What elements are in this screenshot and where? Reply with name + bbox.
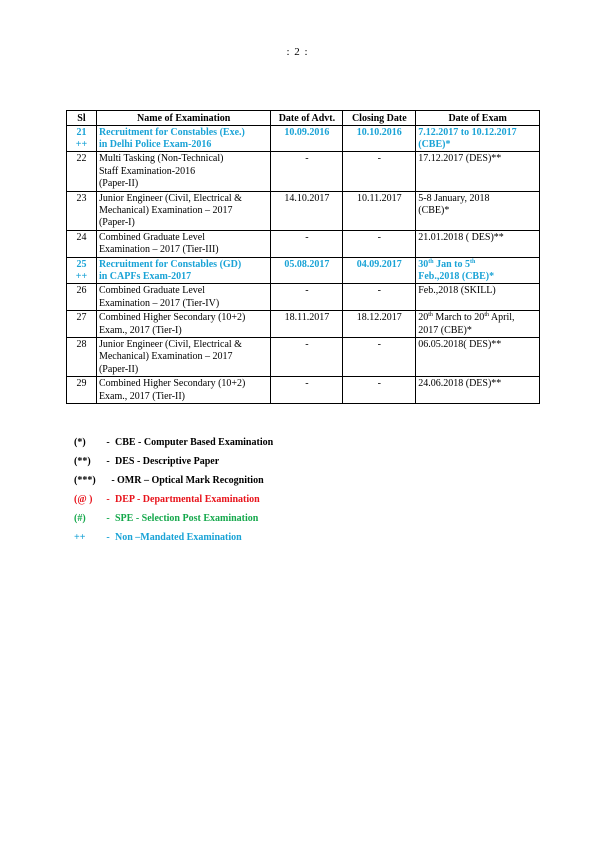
exam-date-text: Jan to 5: [433, 258, 470, 270]
non-mandated-mark: ++: [75, 138, 88, 150]
table-row: [67, 125, 540, 152]
exam-name-line: Exam., 2017 (Tier-I): [98, 324, 182, 336]
advt-date-cell: 18.11.2017: [271, 311, 343, 338]
legend-dash: -: [106, 532, 110, 543]
exam-name-line: Mechanical) Examination – 2017: [98, 351, 233, 363]
exam-date-cell: 21.01.2018 ( DES)**: [416, 230, 540, 257]
exam-date-line: Feb.,2018 (CBE)*: [418, 270, 495, 282]
exam-date-cell: 17.12.2017 (DES)**: [416, 152, 540, 191]
header-date-of-advt: Date of Advt.: [271, 111, 343, 126]
exam-date-cell: 24.06.2018 (DES)**: [416, 377, 540, 404]
exam-name-line: Multi Tasking (Non-Technical): [98, 153, 224, 165]
sl-cell: 26: [67, 284, 97, 311]
exam-name-line: Recruitment for Constables (Exe.): [98, 126, 245, 138]
table-row: [67, 257, 540, 284]
non-mandated-mark: ++: [75, 270, 88, 282]
legend-dash: -: [106, 513, 110, 524]
exam-name-line: (Paper-II): [98, 178, 139, 190]
header-name-of-examination: Name of Examination: [96, 111, 271, 126]
legend-symbol: (#): [74, 513, 86, 524]
exam-date-text: April,: [488, 312, 515, 324]
advt-date-cell: -: [271, 377, 343, 404]
legend-dash: -: [106, 456, 110, 467]
legend-item-dep: [74, 494, 273, 513]
sl-number: 25: [76, 258, 87, 270]
legend-item-omr: [74, 475, 273, 494]
legend-item-cbe: [74, 437, 273, 456]
sl-cell: 29: [67, 377, 97, 404]
legend-symbol: (@ ): [74, 494, 93, 505]
exam-name-line: Combined Graduate Level: [98, 231, 206, 243]
sl-cell: 23: [67, 191, 97, 230]
advt-date-cell: -: [271, 338, 343, 377]
legend-text: CBE - Computer Based Examination: [115, 437, 274, 448]
exam-date-line: (CBE)*: [418, 204, 450, 216]
exam-name-line: Junior Engineer (Civil, Electrical &: [98, 192, 242, 204]
legend-text: DEP - Departmental Examination: [115, 494, 260, 505]
exam-name-line: Combined Graduate Level: [98, 285, 206, 297]
sl-cell: 28: [67, 338, 97, 377]
exam-name-cell: [96, 230, 271, 257]
exam-date-line: 5-8 January, 2018: [418, 192, 490, 204]
exam-name-line: (Paper-II): [98, 363, 139, 375]
closing-date-cell: -: [343, 284, 416, 311]
exam-name-cell: [96, 257, 271, 284]
ordinal-suffix: th: [470, 258, 476, 265]
legend-text: SPE - Selection Post Examination: [115, 513, 259, 524]
exam-name-line: Combined Higher Secondary (10+2): [98, 312, 246, 324]
advt-date-cell: -: [271, 284, 343, 311]
exam-name-line: Exam., 2017 (Tier-II): [98, 390, 186, 402]
legend-item-non-mandated: [74, 532, 273, 551]
exam-name-line: Examination – 2017 (Tier-IV): [98, 297, 220, 309]
header-closing-date: Closing Date: [343, 111, 416, 126]
exam-name-line: Combined Higher Secondary (10+2): [98, 378, 246, 390]
exam-name-line: Staff Examination-2016: [98, 165, 196, 177]
closing-date-cell: 10.10.2016: [343, 125, 416, 152]
exam-name-cell: [96, 284, 271, 311]
advt-date-cell: -: [271, 152, 343, 191]
advt-date-cell: 14.10.2017: [271, 191, 343, 230]
exam-date-cell: [416, 125, 540, 152]
table-row: [67, 338, 540, 377]
legend-text: OMR – Optical Mark Recognition: [117, 475, 264, 486]
exam-name-cell: [96, 125, 271, 152]
legend-text: DES - Descriptive Paper: [115, 456, 220, 467]
table-row: [67, 152, 540, 191]
ordinal-suffix: th: [428, 312, 433, 319]
exam-date-cell: [416, 257, 540, 284]
legend-item-spe: [74, 513, 273, 532]
closing-date-cell: 10.11.2017: [343, 191, 416, 230]
sl-cell: [67, 125, 97, 152]
advt-date-cell: -: [271, 230, 343, 257]
table-row: [67, 191, 540, 230]
legend-symbol: (**): [74, 456, 91, 467]
exam-date-line: 7.12.2017 to 10.12.2017: [418, 126, 517, 138]
exam-name-cell: [96, 152, 271, 191]
closing-date-cell: 18.12.2017: [343, 311, 416, 338]
header-date-of-exam: Date of Exam: [416, 111, 540, 126]
closing-date-cell: -: [343, 230, 416, 257]
sl-cell: 24: [67, 230, 97, 257]
exam-date-cell: 06.05.2018( DES)**: [416, 338, 540, 377]
closing-date-cell: -: [343, 377, 416, 404]
exam-date-cell: Feb.,2018 (SKILL): [416, 284, 540, 311]
exam-date-day: 30: [418, 258, 429, 270]
header-sl: Sl: [67, 111, 97, 126]
exam-date-text: March to 20: [432, 312, 485, 324]
table-row: [67, 311, 540, 338]
exam-name-cell: [96, 311, 271, 338]
sl-number: 21: [76, 126, 87, 138]
legend-text: Non –Mandated Examination: [115, 532, 242, 543]
exam-date-cell: [416, 311, 540, 338]
legend-dash: -: [111, 475, 115, 486]
page-number: : 2 :: [286, 46, 309, 58]
abbreviation-legend: [74, 437, 273, 551]
legend-symbol: ++: [74, 532, 86, 543]
ordinal-suffix: th: [428, 258, 434, 265]
closing-date-cell: -: [343, 152, 416, 191]
exam-name-cell: [96, 338, 271, 377]
exam-name-line: Mechanical) Examination – 2017: [98, 204, 233, 216]
exam-date-line: (CBE)*: [418, 138, 451, 150]
ordinal-suffix: th: [484, 312, 489, 319]
exam-name-line: in CAPFs Exam-2017: [98, 270, 192, 282]
closing-date-cell: -: [343, 338, 416, 377]
legend-symbol: (*): [74, 437, 86, 448]
sl-cell: [67, 257, 97, 284]
exam-date-line: 2017 (CBE)*: [418, 324, 472, 336]
closing-date-cell: 04.09.2017: [343, 257, 416, 284]
exam-date-cell: [416, 191, 540, 230]
legend-dash: -: [106, 437, 110, 448]
table-row: [67, 377, 540, 404]
legend-dash: -: [106, 494, 110, 505]
exam-name-cell: [96, 191, 271, 230]
exam-name-line: Recruitment for Constables (GD): [98, 258, 242, 270]
exam-date-day: 20: [418, 312, 429, 324]
advt-date-cell: 10.09.2016: [271, 125, 343, 152]
exam-name-line: Junior Engineer (Civil, Electrical &: [98, 339, 242, 350]
advt-date-cell: 05.08.2017: [271, 257, 343, 284]
sl-cell: 27: [67, 311, 97, 338]
table-header-row: [67, 111, 540, 126]
legend-symbol: (***): [74, 475, 96, 486]
exam-name-line: (Paper-I): [98, 217, 135, 229]
legend-item-des: [74, 456, 273, 475]
table-row: [67, 230, 540, 257]
examination-schedule-table: [66, 110, 540, 404]
exam-name-line: in Delhi Police Exam-2016: [98, 138, 212, 150]
exam-name-cell: [96, 377, 271, 404]
exam-name-line: Examination – 2017 (Tier-III): [98, 244, 219, 256]
sl-cell: 22: [67, 152, 97, 191]
table-row: [67, 284, 540, 311]
